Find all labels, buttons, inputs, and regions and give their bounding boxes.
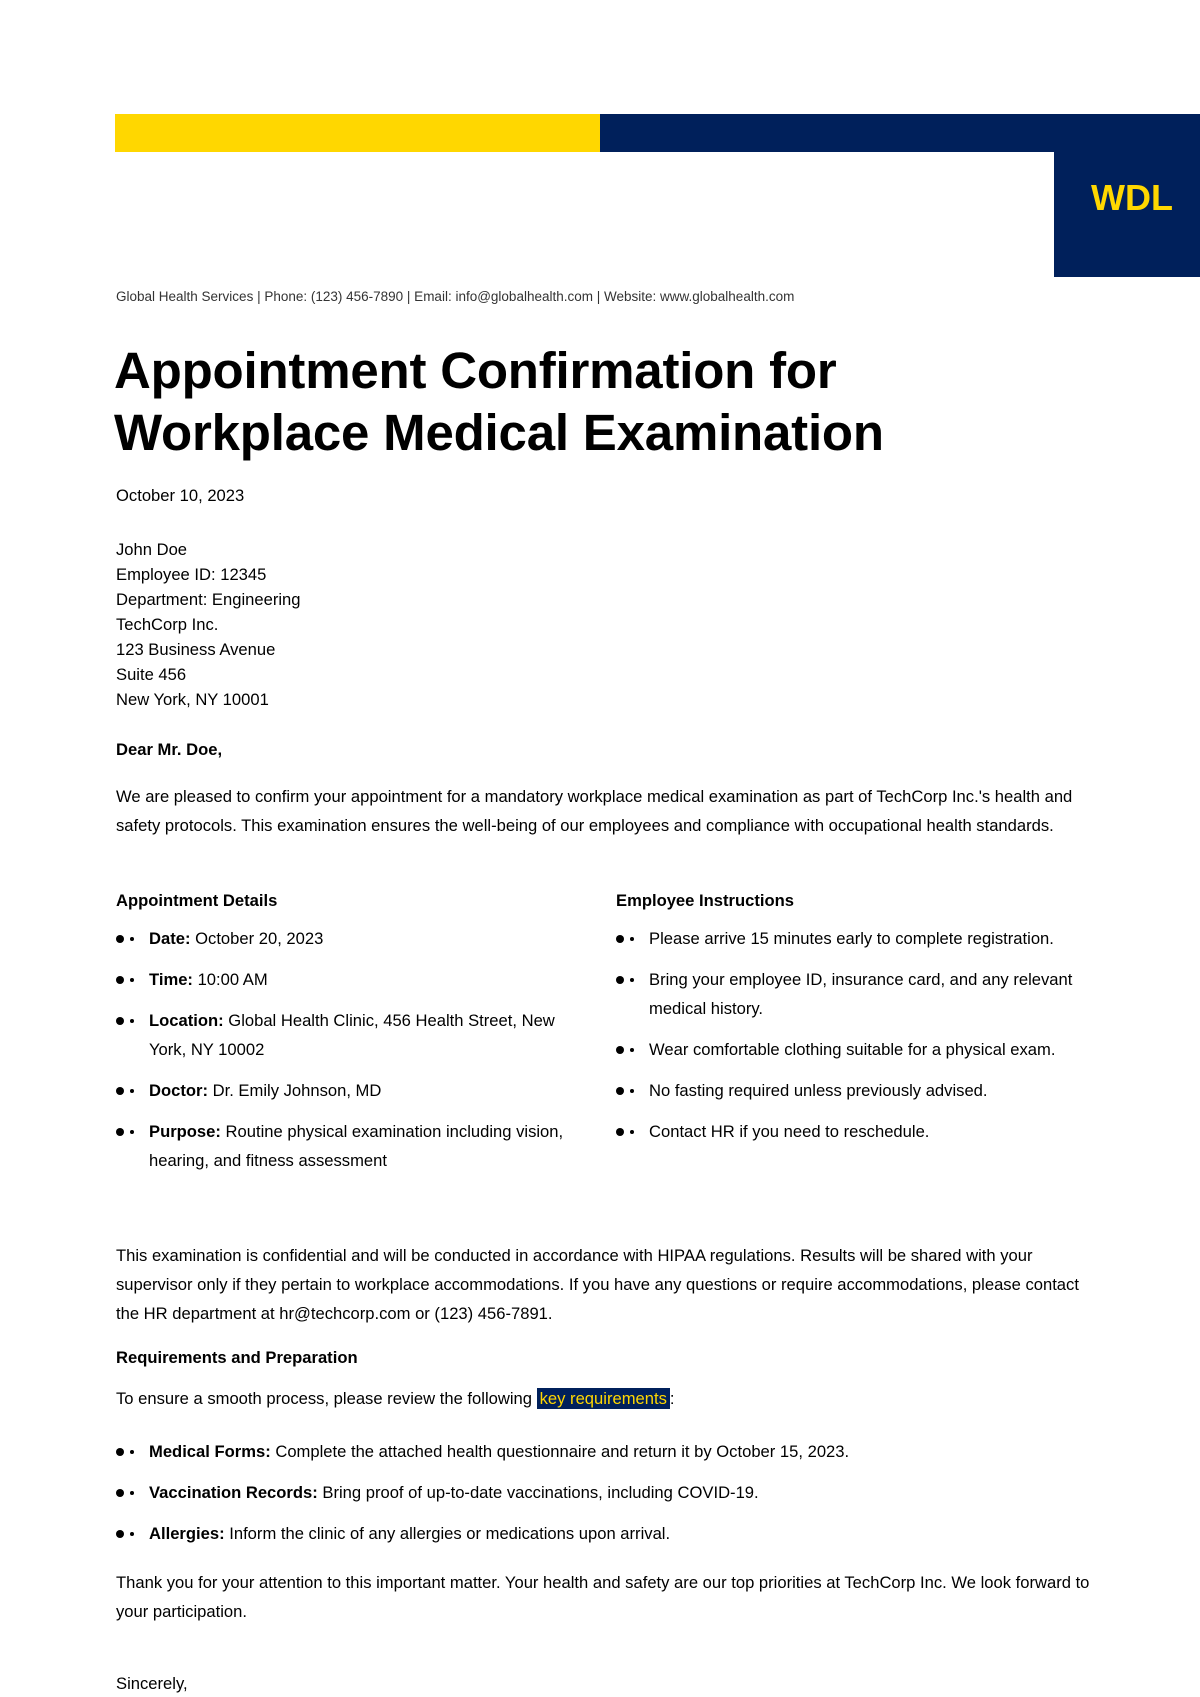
appointment-details-list	[116, 924, 566, 1175]
title-line-2: Workplace Medical Examination	[114, 404, 884, 461]
instruction-text: Bring your employee ID, insurance card, and any relevant medical history.	[649, 970, 1073, 1018]
list-item	[616, 924, 1076, 953]
requirements-heading: Requirements and Preparation	[116, 1348, 358, 1367]
bullet-small-icon	[630, 978, 634, 982]
requirements-intro	[116, 1389, 675, 1409]
bullet-icon	[616, 1128, 624, 1136]
bullet-icon	[116, 935, 124, 943]
bullet-small-icon	[130, 1532, 134, 1536]
appointment-details-heading: Appointment Details	[116, 891, 278, 910]
detail-value: Dr. Emily Johnson, MD	[208, 1081, 382, 1100]
list-item	[116, 1006, 566, 1064]
letter-date: October 10, 2023	[116, 486, 245, 505]
requirement-value: Inform the clinic of any allergies or medications upon arrival.	[224, 1524, 671, 1543]
requirement-label: Medical Forms:	[149, 1442, 271, 1461]
list-item	[116, 1117, 566, 1175]
list-item	[116, 1076, 566, 1105]
requirement-label: Vaccination Records:	[149, 1483, 318, 1502]
bullet-small-icon	[130, 978, 134, 982]
bullet-small-icon	[130, 1450, 134, 1454]
bullet-icon	[616, 1087, 624, 1095]
bullet-small-icon	[630, 1130, 634, 1134]
bullet-small-icon	[130, 1491, 134, 1495]
confidentiality-paragraph: This examination is confidential and will be conducted in accordance with HIPAA regulations. Results will be shared with your supervisor only if they pertain to workplace accommodations. If you have any questions or require accommodations, please contact the HR department at hr@techcorp.com or (123) 456-7891.	[116, 1246, 1079, 1323]
detail-label: Doctor:	[149, 1081, 208, 1100]
recipient-address	[116, 537, 300, 712]
detail-label: Date:	[149, 929, 191, 948]
bullet-icon	[116, 1489, 124, 1497]
detail-label: Location:	[149, 1011, 224, 1030]
list-item	[116, 1519, 1116, 1548]
bullet-icon	[116, 1087, 124, 1095]
intro-paragraph: We are pleased to confirm your appointment for a mandatory workplace medical examination as part of TechCorp Inc.'s health and safety protocols. This examination ensures the well-being of our employees and compliance with occupational health standards.	[116, 787, 1073, 835]
recipient-street: 123 Business Avenue	[116, 640, 276, 659]
highlighted-text: key requirements	[537, 1388, 670, 1409]
bullet-icon	[616, 1046, 624, 1054]
bullet-small-icon	[130, 937, 134, 941]
detail-value: October 20, 2023	[190, 929, 324, 948]
title-line-1: Appointment Confirmation for	[114, 342, 837, 399]
requirements-intro-prefix: To ensure a smooth process, please review the following	[116, 1389, 537, 1408]
requirements-section	[116, 1437, 1116, 1560]
document-title	[114, 340, 1114, 464]
recipient-company: TechCorp Inc.	[116, 615, 219, 634]
requirement-value: Complete the attached health questionnaire and return it by October 15, 2023.	[270, 1442, 850, 1461]
requirement-label: Allergies:	[149, 1524, 225, 1543]
bullet-small-icon	[630, 1048, 634, 1052]
detail-label: Time:	[149, 970, 193, 989]
bullet-icon	[116, 1530, 124, 1538]
bullet-small-icon	[630, 937, 634, 941]
list-item	[116, 924, 566, 953]
bullet-icon	[116, 1017, 124, 1025]
recipient-name: John Doe	[116, 540, 188, 559]
requirement-value: Bring proof of up-to-date vaccinations, including COVID-19.	[317, 1483, 759, 1502]
list-item	[616, 1035, 1076, 1064]
recipient-employee-id: Employee ID: 12345	[116, 565, 267, 584]
detail-value: Routine physical examination including vision, hearing, and fitness assessment	[149, 1122, 564, 1170]
recipient-suite: Suite 456	[116, 665, 187, 684]
instruction-text: Contact HR if you need to reschedule.	[649, 1122, 930, 1141]
list-item	[116, 965, 566, 994]
employee-instructions-heading: Employee Instructions	[616, 891, 794, 910]
logo-text: WDL	[1091, 177, 1173, 218]
detail-label: Purpose:	[149, 1122, 221, 1141]
header-accent-bar-yellow	[115, 114, 600, 152]
instruction-text: No fasting required unless previously advised.	[649, 1081, 988, 1100]
salutation: Dear Mr. Doe,	[116, 740, 223, 759]
bullet-small-icon	[630, 1089, 634, 1093]
detail-value: Global Health Clinic, 456 Health Street, New York, NY 10002	[149, 1011, 555, 1059]
list-item	[616, 965, 1076, 1023]
header-accent-bar-navy	[600, 114, 1200, 152]
bullet-icon	[116, 976, 124, 984]
contact-line: Global Health Services | Phone: (123) 456-7890 | Email: info@globalhealth.com | Website: www.globalhealth.com	[116, 289, 795, 304]
recipient-department: Department: Engineering	[116, 590, 301, 609]
list-item	[116, 1437, 1116, 1466]
requirements-intro-suffix: :	[669, 1389, 675, 1408]
list-item	[616, 1117, 1076, 1146]
logo-block	[1054, 152, 1200, 277]
bullet-icon	[116, 1448, 124, 1456]
list-item	[616, 1076, 1076, 1105]
recipient-city: New York, NY 10001	[116, 690, 269, 709]
bullet-small-icon	[130, 1089, 134, 1093]
bullet-icon	[116, 1128, 124, 1136]
appointment-details-section	[116, 890, 566, 1187]
requirements-list	[116, 1437, 1116, 1548]
bullet-small-icon	[130, 1130, 134, 1134]
employee-instructions-section	[616, 890, 1076, 1158]
employee-instructions-list	[616, 924, 1076, 1146]
list-item	[116, 1478, 1116, 1507]
sign-off: Sincerely,	[116, 1674, 188, 1693]
bullet-small-icon	[130, 1019, 134, 1023]
bullet-icon	[616, 935, 624, 943]
instruction-text: Wear comfortable clothing suitable for a physical exam.	[649, 1040, 1056, 1059]
detail-value: 10:00 AM	[192, 970, 268, 989]
closing-paragraph: Thank you for your attention to this important matter. Your health and safety are our top priorities at TechCorp Inc. We look forward to your participation.	[116, 1573, 1090, 1621]
bullet-icon	[616, 976, 624, 984]
instruction-text: Please arrive 15 minutes early to complete registration.	[649, 929, 1054, 948]
